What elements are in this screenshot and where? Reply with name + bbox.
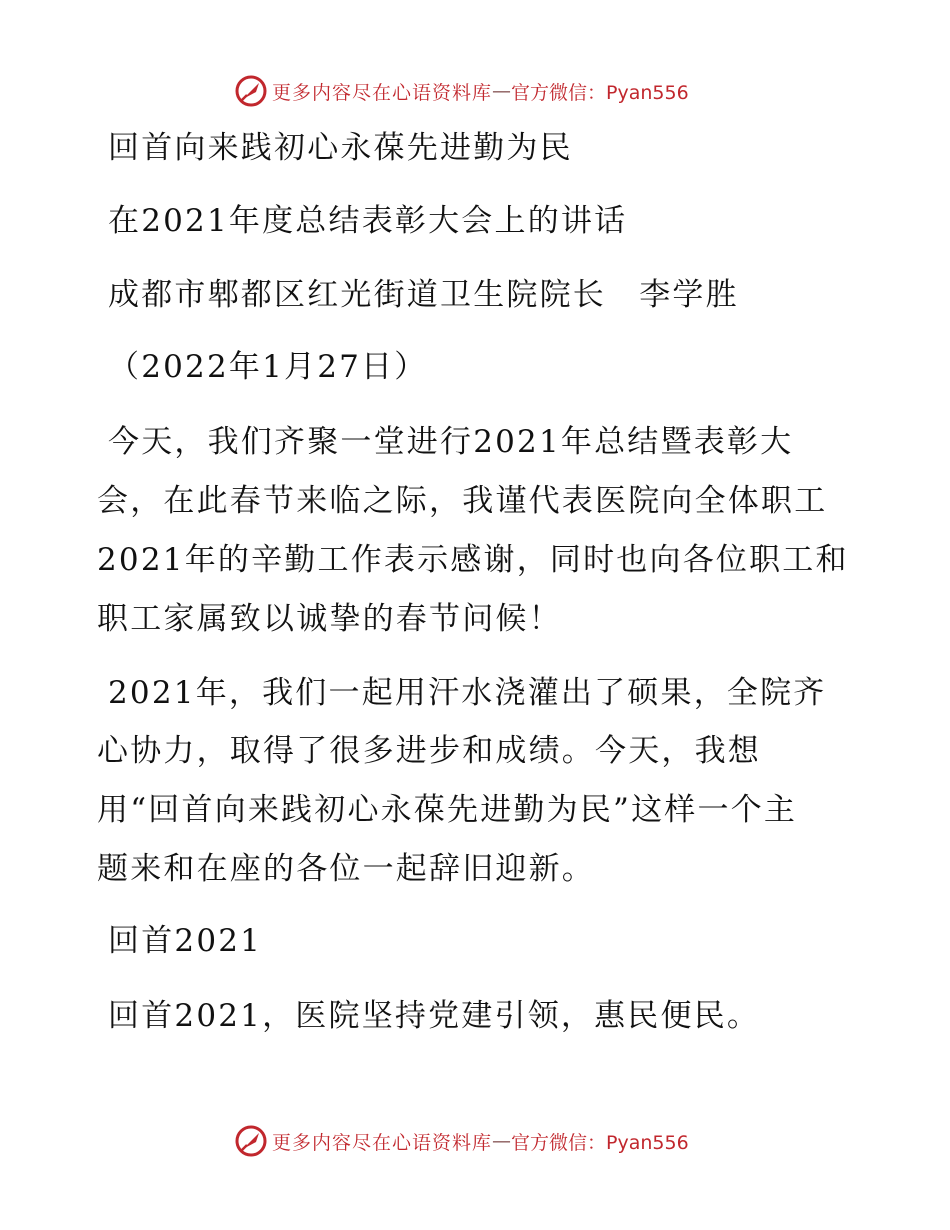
watermark-separator: —: [492, 1130, 512, 1152]
paragraph-line: 2021年的辛勤工作表示感谢，同时也向各位职工和: [97, 542, 849, 578]
document-title: 回首向来践初心永葆先进勤为民: [108, 130, 573, 166]
quill-seal-icon: [234, 74, 268, 108]
watermark-separator: —: [492, 80, 512, 102]
document-subtitle: 在2021年度总结表彰大会上的讲话: [108, 203, 628, 239]
paragraph-line: 职工家属致以诚挚的春节问候！: [97, 601, 562, 637]
document-date: （2022年1月27日）: [108, 349, 428, 385]
quill-seal-icon: [234, 1124, 268, 1158]
paragraph-line: 今天，我们齐聚一堂进行2021年总结暨表彰大: [108, 424, 794, 460]
section-heading: 回首2021: [108, 923, 263, 959]
paragraph-line: 用“回首向来践初心永葆先进勤为民”这样一个主: [97, 792, 798, 828]
paragraph-line: 2021年，我们一起用汗水浇灌出了硕果，全院齐: [108, 675, 827, 711]
watermark-wechat-text: 官方微信：Pyan556: [511, 1131, 689, 1154]
header-watermark: [234, 74, 689, 108]
footer-watermark: [234, 1124, 689, 1158]
document-author: 成都市郫都区红光街道卫生院院长 李学胜: [108, 277, 739, 313]
watermark-wechat-text: 官方微信：Pyan556: [511, 81, 689, 104]
watermark-main-text: 更多内容尽在心语资料库: [272, 1131, 493, 1154]
paragraph-line: 心协力，取得了很多进步和成绩。今天，我想: [97, 733, 761, 769]
watermark-main-text: 更多内容尽在心语资料库: [272, 81, 493, 104]
paragraph-line: 会，在此春节来临之际，我谨代表医院向全体职工: [97, 483, 828, 519]
section-line: 回首2021，医院坚持党建引领，惠民便民。: [108, 998, 761, 1034]
paragraph-line: 题来和在座的各位一起辞旧迎新。: [97, 851, 595, 887]
